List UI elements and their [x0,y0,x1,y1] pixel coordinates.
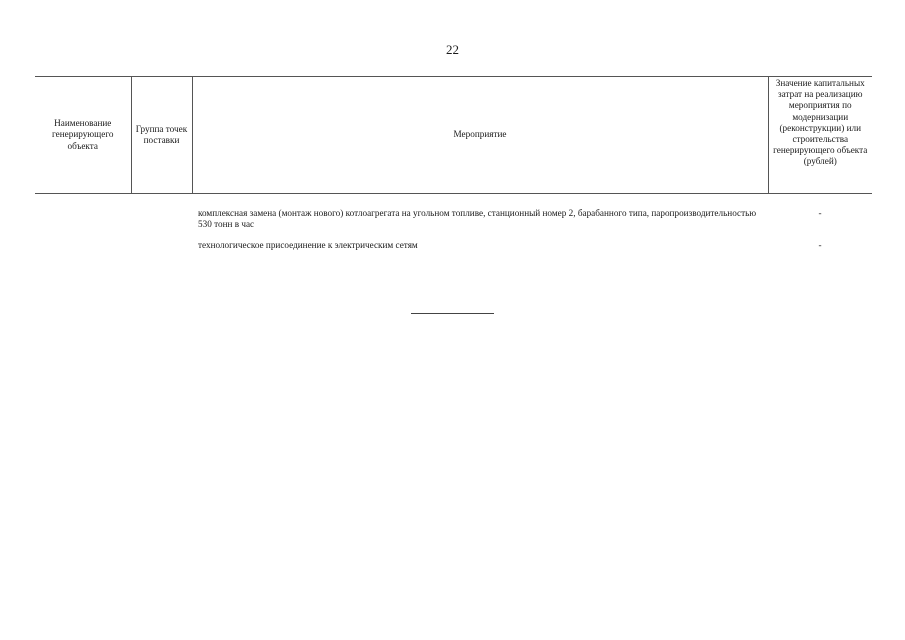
cell-measure: технологическое присоединение к электрическим сетям [198,240,418,250]
header-measure: Мероприятие [192,77,768,194]
cell-measure: комплексная замена (монтаж нового) котлоагрегата на угольном топливе, станционный номер 2, барабанного типа, паропроизводительностью 530 тонн в час [198,208,757,230]
table-row [35,208,872,234]
cell-delivery-group [131,240,192,251]
cell-object-name [35,240,131,251]
table-header-row [35,77,872,194]
page-number: 22 [446,42,459,57]
header-delivery-group: Группа точек поставки [131,77,192,194]
cell-delivery-group [131,208,192,234]
end-of-document-rule [411,313,494,314]
capital-costs-table [35,76,872,251]
cell-capital-costs: - [818,208,822,218]
header-capital-costs: Значение капитальных затрат на реализацию мероприятия по модернизации (реконструкции) или строительства генерирующего объекта (рублей) [768,77,872,194]
header-object-name: Наименование генерирующего объекта [35,77,131,194]
cell-capital-costs: - [818,240,822,250]
cell-object-name [35,208,131,234]
table-row [35,240,872,251]
